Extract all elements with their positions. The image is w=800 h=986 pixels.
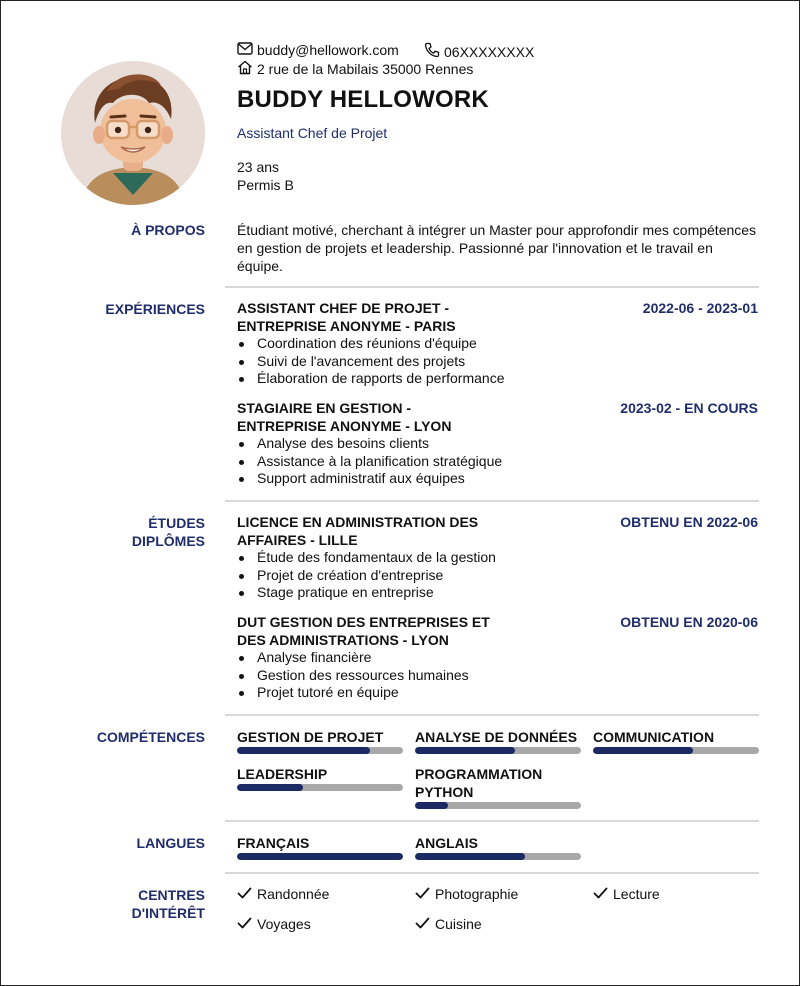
section-label-line: ÉTUDES: [148, 515, 205, 531]
language-item: [237, 834, 403, 860]
education-date: OBTENU EN 2022-06: [620, 514, 758, 530]
address-text: 2 rue de la Mabilais 35000 Rennes: [257, 61, 474, 77]
contact-phone: [424, 42, 534, 61]
experience-title-line: ASSISTANT CHEF DE PROJET -: [237, 300, 450, 316]
divider: [225, 500, 759, 502]
skill-item: [237, 728, 403, 754]
divider: [225, 286, 759, 288]
experience-title: [237, 400, 451, 435]
language-bar-fill: [237, 853, 403, 860]
education-title-line: LICENCE EN ADMINISTRATION DES: [237, 514, 479, 530]
job-title: Assistant Chef de Projet: [237, 125, 388, 141]
education-bullets: [237, 649, 469, 702]
avatar: [61, 61, 205, 205]
interest-label: Lecture: [613, 886, 660, 902]
person-name: BUDDY HELLOWORK: [237, 86, 489, 113]
bullet-item: Élaboration de rapports de performance: [237, 370, 504, 388]
skill-bar: [415, 802, 581, 809]
experience-date: 2022-06 - 2023-01: [642, 300, 758, 316]
language-bar-fill: [415, 853, 525, 860]
bullet-item: Projet de création d'entreprise: [237, 567, 496, 585]
bullet-item: Assistance à la planification stratégique: [237, 453, 502, 471]
check-icon: [237, 916, 257, 932]
skill-item: [415, 728, 581, 754]
divider: [225, 872, 759, 874]
skill-bar-fill: [237, 784, 303, 791]
skill-item: [237, 765, 403, 791]
skill-name: LEADERSHIP: [237, 766, 328, 782]
section-label-education: [132, 514, 205, 550]
bullet-item: Coordination des réunions d'équipe: [237, 335, 504, 353]
interest-label: Cuisine: [435, 916, 482, 932]
skill-bar: [593, 747, 759, 754]
contact-email: [237, 42, 399, 58]
skill-bar: [237, 784, 403, 791]
section-label-skills: COMPÉTENCES: [96, 729, 205, 745]
divider: [225, 820, 759, 822]
bullet-item: Gestion des ressources humaines: [237, 667, 469, 685]
age: 23 ans: [237, 159, 280, 175]
phone-icon: [424, 42, 444, 61]
language-bar: [415, 853, 581, 860]
section-label-line: DIPLÔMES: [131, 533, 205, 549]
bullet-item: Suivi de l'avancement des projets: [237, 353, 504, 371]
interest-item: [415, 916, 482, 932]
experience-title-line: ENTREPRISE ANONYME - PARIS: [237, 317, 456, 334]
language-name: ANGLAIS: [415, 835, 478, 851]
experience-title-line: STAGIAIRE EN GESTION -: [237, 400, 411, 416]
skill-name: PROGRAMMATION: [415, 766, 543, 782]
interest-label: Randonnée: [257, 886, 330, 902]
about-text: Étudiant motivé, cherchant à intégrer un Master pour approfondir mes compétences en gestion de projets et leadership. Passionné par l'innovation et le travail en équipe.: [237, 222, 757, 274]
contact-address: [237, 60, 473, 78]
section-label-about: À PROPOS: [131, 222, 205, 238]
bullet-item: Étude des fondamentaux de la gestion: [237, 549, 496, 567]
interest-item: [415, 886, 518, 902]
skill-name: PYTHON: [415, 784, 474, 800]
skill-item: [415, 765, 581, 809]
skill-name: GESTION DE PROJET: [237, 729, 384, 745]
section-label-languages: LANGUES: [136, 835, 205, 851]
education-title-line: DES ADMINISTRATIONS - LYON: [237, 631, 449, 648]
skill-bar-fill: [593, 747, 693, 754]
bullet-item: Projet tutoré en équipe: [237, 684, 469, 702]
interest-item: [237, 886, 329, 902]
language-bar: [237, 853, 403, 860]
bullet-item: Analyse financière: [237, 649, 469, 667]
education-title-line: DUT GESTION DES ENTREPRISES ET: [237, 614, 490, 630]
bullet-item: Stage pratique en entreprise: [237, 584, 496, 602]
check-icon: [237, 886, 257, 902]
section-label-experiences: EXPÉRIENCES: [105, 301, 205, 317]
education-title: [237, 514, 478, 549]
experience-bullets: [237, 435, 502, 488]
skill-bar-fill: [415, 747, 515, 754]
home-icon: [237, 60, 257, 78]
experience-date: 2023-02 - EN COURS: [620, 400, 758, 416]
check-icon: [593, 886, 613, 902]
skill-bar: [415, 747, 581, 754]
section-label-line: CENTRES: [138, 887, 205, 903]
section-label-line: D'INTÉRÊT: [131, 905, 205, 921]
education-title: [237, 614, 490, 649]
email-text: buddy@hellowork.com: [257, 42, 399, 58]
interest-label: Photographie: [435, 886, 519, 902]
skill-item: [593, 728, 759, 754]
interest-label: Voyages: [257, 916, 311, 932]
education-bullets: [237, 549, 496, 602]
experience-title-line: ENTREPRISE ANONYME - LYON: [237, 417, 452, 434]
check-icon: [415, 916, 435, 932]
phone-text: 06XXXXXXXX: [444, 43, 535, 60]
skill-bar-fill: [237, 747, 370, 754]
skill-name: ANALYSE DE DONNÉES: [415, 729, 578, 745]
education-title-line: AFFAIRES - LILLE: [237, 531, 358, 548]
language-name: FRANÇAIS: [237, 835, 310, 851]
skill-bar: [237, 747, 403, 754]
check-icon: [415, 886, 435, 902]
skill-bar-fill: [415, 802, 448, 809]
interest-item: [593, 886, 660, 902]
skill-name: COMMUNICATION: [593, 729, 715, 745]
education-date: OBTENU EN 2020-06: [620, 614, 758, 630]
experience-title: [237, 300, 456, 335]
interest-item: [237, 916, 311, 932]
bullet-item: Support administratif aux équipes: [237, 470, 502, 488]
mail-icon: [237, 42, 257, 58]
bullet-item: Analyse des besoins clients: [237, 435, 502, 453]
divider: [225, 714, 759, 716]
language-item: [415, 834, 581, 860]
experience-bullets: [237, 335, 504, 388]
driving-license: Permis B: [237, 177, 294, 193]
section-label-interests: [132, 886, 205, 922]
